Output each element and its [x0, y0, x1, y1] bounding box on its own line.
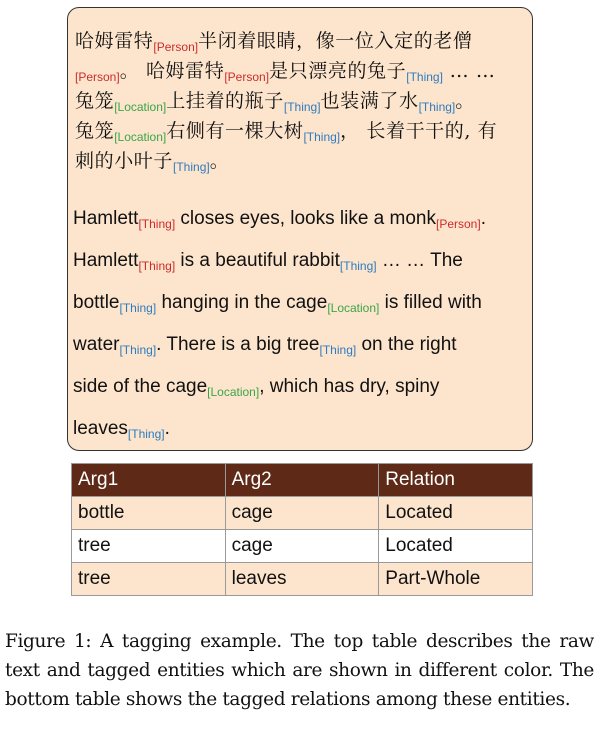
table-cell: bottle	[72, 497, 226, 530]
text-span: . There is a big tree	[156, 334, 320, 355]
text-span: 上挂着的瓶子	[166, 90, 284, 112]
text-span: 也装满了水	[320, 90, 419, 112]
table-row	[72, 563, 533, 596]
text-span: 兔笼	[75, 90, 115, 112]
table-cell: tree	[72, 563, 226, 596]
english-line-2	[73, 240, 531, 282]
text-span: on the right	[356, 334, 457, 355]
text-span: closes eyes, looks like a monk	[175, 208, 436, 229]
column-header: Relation	[379, 464, 533, 497]
english-line-4	[73, 324, 531, 366]
entity-tag-person: [Person]	[436, 217, 481, 231]
tagged-text-panel	[67, 7, 533, 451]
text-span: , which has dry, spiny	[259, 376, 440, 397]
chinese-line-2	[75, 56, 530, 86]
text-span: 右侧有一棵大树	[166, 120, 304, 142]
table-cell: Located	[379, 497, 533, 530]
entity-tag-location: [Location]	[114, 100, 167, 114]
chinese-line-4	[75, 116, 530, 146]
entity-tag-thing: [Thing]	[138, 217, 176, 231]
entity-tag-person: [Person]	[153, 40, 199, 54]
chinese-line-5	[75, 146, 530, 176]
text-span: side of the cage	[73, 376, 208, 397]
text-span: 是只漂亮的兔子	[269, 60, 407, 82]
text-span: is filled with	[379, 292, 482, 313]
entity-tag-location: [Location]	[207, 385, 260, 399]
text-span: .	[164, 418, 170, 439]
text-span: hanging in the cage	[156, 292, 328, 313]
text-span: 。	[455, 90, 475, 112]
text-span: Hamlett	[73, 250, 139, 271]
relation-table	[71, 463, 533, 596]
entity-tag-thing: [Thing]	[283, 100, 321, 114]
text-span: 刺的小叶子	[75, 150, 174, 172]
chinese-line-1	[75, 26, 530, 56]
chinese-text	[75, 26, 530, 176]
text-span: … … The	[376, 250, 463, 271]
table-cell: Part-Whole	[379, 563, 533, 596]
entity-tag-thing: [Thing]	[119, 301, 157, 315]
english-line-3	[73, 282, 531, 324]
chinese-line-3	[75, 86, 530, 116]
column-header: Arg1	[72, 464, 226, 497]
text-span: is a beautiful rabbit	[175, 250, 340, 271]
text-span: 兔笼	[75, 120, 115, 142]
text-span: Hamlett	[73, 208, 139, 229]
table-header-row	[72, 464, 533, 497]
entity-tag-thing: [Thing]	[173, 160, 210, 174]
column-header: Arg2	[225, 464, 379, 497]
entity-tag-thing: [Thing]	[119, 343, 157, 357]
english-line-6	[73, 408, 531, 450]
text-span: 。 哈姆雷特	[119, 60, 225, 82]
english-line-5	[73, 366, 531, 408]
table-cell: tree	[72, 530, 226, 563]
entity-tag-person: [Person]	[224, 70, 270, 84]
entity-tag-thing: [Thing]	[418, 100, 456, 114]
entity-tag-thing: [Thing]	[406, 70, 443, 84]
text-span: leaves	[73, 418, 128, 439]
figure-caption: Figure 1: A tagging example. The top table describes the raw text and tagged entities which are shown in different color. The bottom table shows the tagged relations among these entities.	[5, 631, 594, 710]
text-span: .	[480, 208, 486, 229]
entity-tag-thing: [Thing]	[127, 427, 165, 441]
entity-tag-thing: [Thing]	[319, 343, 357, 357]
entity-tag-thing: [Thing]	[138, 259, 176, 273]
english-text	[73, 198, 531, 450]
text-span: ， 长着干干的, 有	[340, 120, 498, 142]
english-line-1	[73, 198, 531, 240]
table-cell: cage	[225, 530, 379, 563]
entity-tag-thing: [Thing]	[339, 259, 377, 273]
table-row	[72, 497, 533, 530]
text-span: … …	[442, 60, 496, 82]
table-row	[72, 530, 533, 563]
entity-tag-location: [Location]	[114, 130, 167, 144]
table-cell: cage	[225, 497, 379, 530]
text-span: 。	[209, 150, 230, 172]
table-cell: Located	[379, 530, 533, 563]
text-span: 哈姆雷特	[75, 30, 154, 52]
entity-tag-person: [Person]	[75, 70, 120, 84]
text-span: bottle	[73, 292, 120, 313]
text-span: 半闭着眼睛，像一位入定的老僧	[198, 30, 473, 52]
entity-tag-location: [Location]	[327, 301, 380, 315]
table-cell: leaves	[225, 563, 379, 596]
text-span: water	[73, 334, 120, 355]
entity-tag-thing: [Thing]	[303, 130, 341, 144]
